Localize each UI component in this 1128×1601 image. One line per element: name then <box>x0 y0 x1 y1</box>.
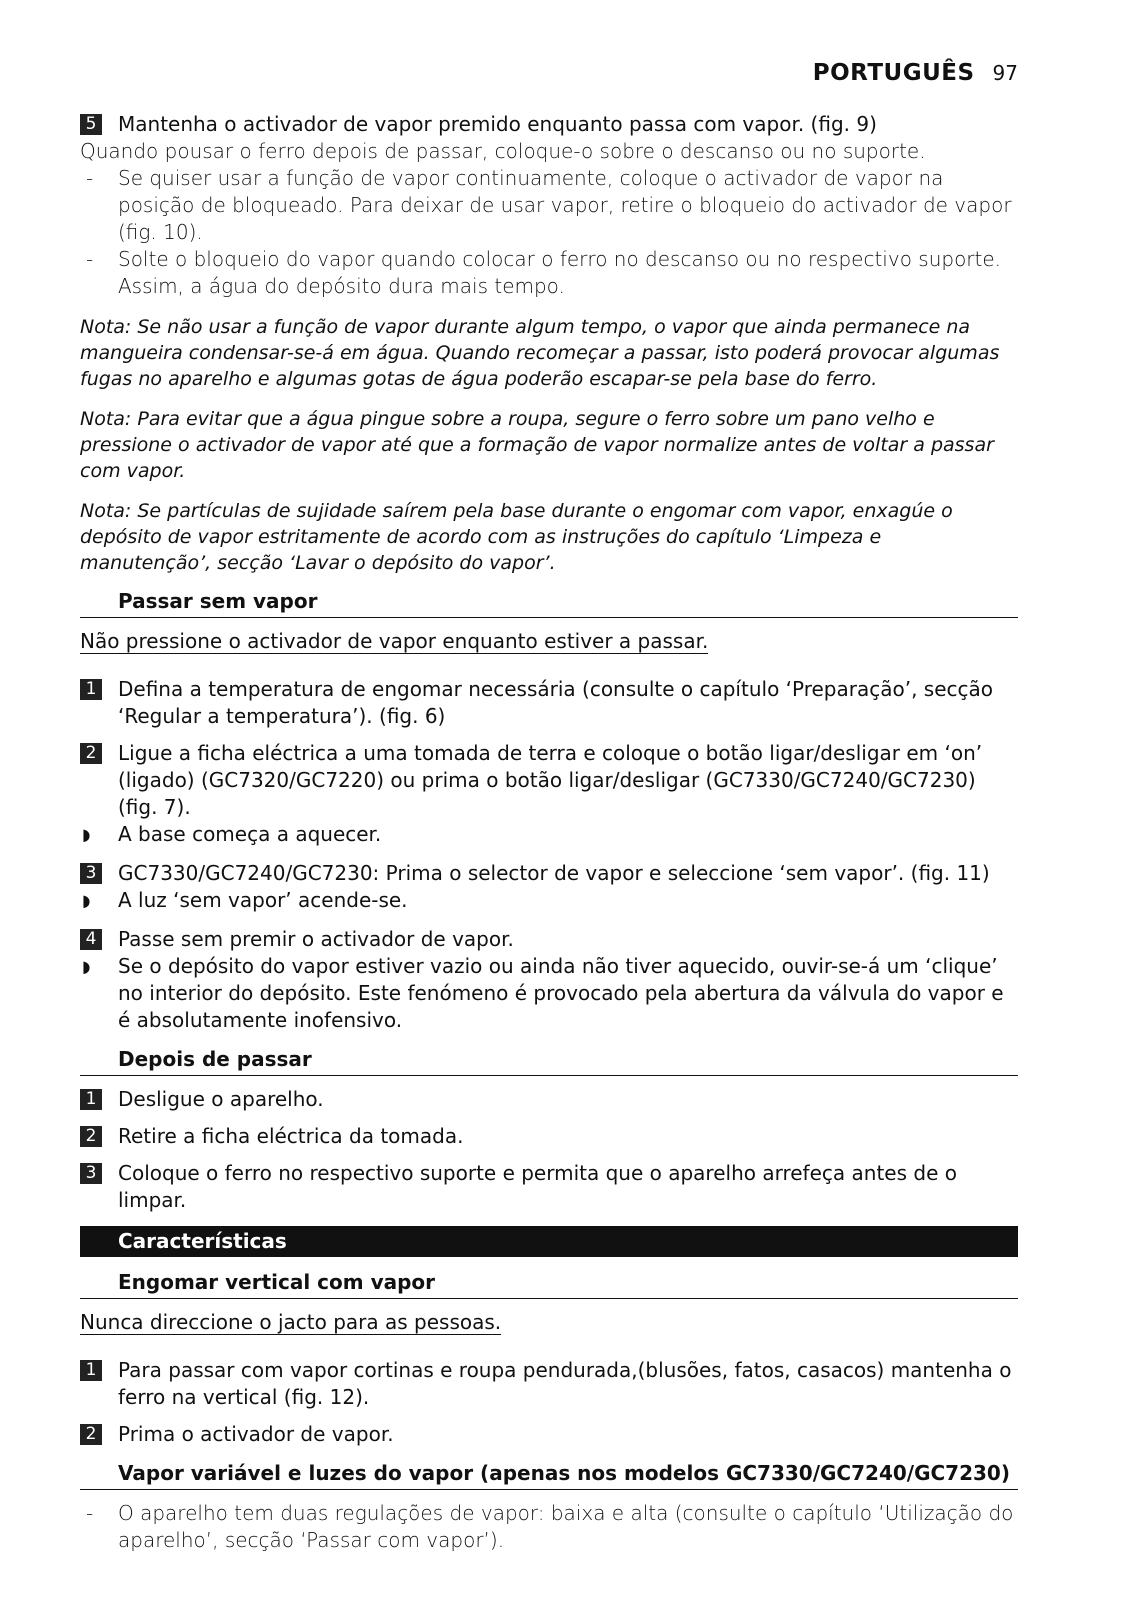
result-arrow-icon: ◗ <box>82 825 91 844</box>
step-4-group <box>80 926 1018 1034</box>
step-2 <box>80 740 1018 821</box>
step-text: Mantenha o activador de vapor premido enquanto passa com vapor. (fig. 9) <box>118 112 877 136</box>
result-text: A luz ‘sem vapor’ acende-se. <box>118 888 408 912</box>
step-text: Ligue a ficha eléctrica a uma tomada de terra e coloque o botão ligar/desligar em ‘on’ (ligado) (GC7320/GC7220) ou prima o botão ligar/desligar (GC7330/GC7240/GC7230) (fig. 7). <box>118 741 983 819</box>
section-bar-caracteristicas: Características <box>80 1226 1018 1257</box>
dash-item-text: Se quiser usar a função de vapor continuamente, coloque o activador de vapor na posição de bloqueado. Para deixar de usar vapor, retire o bloqueio do activador de vapor (fig. 10). <box>118 166 1012 244</box>
step-number-badge: 2 <box>80 743 102 764</box>
step-number-badge: 1 <box>80 1089 102 1110</box>
dash-mark: - <box>86 166 94 190</box>
step-1 <box>80 1086 1018 1113</box>
step-text: Para passar com vapor cortinas e roupa pendurada,(blusões, fatos, casacos) mantenha o ferro na vertical (fig. 12). <box>118 1358 1012 1409</box>
step-2 <box>80 1123 1018 1150</box>
note-2: Nota: Para evitar que a água pingue sobre a roupa, segure o ferro sobre um pano velho e pressione o activador de vapor até que a formação de vapor normalize antes de voltar a passar com vapor. <box>80 408 994 482</box>
dash-item-1 <box>80 165 1018 246</box>
step-number-badge: 2 <box>80 1126 102 1147</box>
section-title-depois-de-passar: Depois de passar <box>80 1046 1018 1076</box>
step-3-group <box>80 860 1018 914</box>
step-3 <box>80 860 1018 887</box>
result-item <box>80 821 1018 848</box>
result-item <box>80 887 1018 914</box>
step-number-badge: 3 <box>80 1163 102 1184</box>
note-1: Nota: Se não usar a função de vapor durante algum tempo, o vapor que ainda permanece na mangueira condensar-se-á em água. Quando recomeçar a passar, isto poderá provocar algumas fugas no aparelho e algumas gotas de água poderão escapar-se pela base do ferro. <box>80 316 1000 390</box>
step-number-badge: 1 <box>80 1360 102 1381</box>
step-2-group <box>80 740 1018 848</box>
result-arrow-icon: ◗ <box>82 891 91 910</box>
step-5 <box>80 111 1018 138</box>
note-3: Nota: Se partículas de sujidade saírem pela base durante o engomar com vapor, enxagúe o depósito de vapor estritamente de acordo com as instruções do capítulo ‘Limpeza e manutenção’, secção ‘Lavar o depósito do vapor’. <box>80 500 953 574</box>
step-text: Retire a ficha eléctrica da tomada. <box>118 1124 464 1148</box>
section-title-engomar-vertical: Engomar vertical com vapor <box>80 1269 1018 1299</box>
page-number: 97 <box>992 61 1018 85</box>
step-4 <box>80 926 1018 953</box>
section-title-vapor-variavel: Vapor variável e luzes do vapor (apenas nos modelos GC7330/GC7240/GC7230) <box>80 1460 1018 1490</box>
step-number-badge: 4 <box>80 929 102 950</box>
step-number-badge: 2 <box>80 1424 102 1445</box>
step-2 <box>80 1421 1018 1448</box>
result-arrow-icon: ◗ <box>82 957 91 976</box>
dash-item-text: Solte o bloqueio do vapor quando colocar o ferro no descanso ou no respectivo suporte. Assim, a água do depósito dura mais tempo. <box>118 247 1002 298</box>
result-item <box>80 953 1018 1034</box>
step-number-badge: 5 <box>80 114 102 135</box>
result-text: Se o depósito do vapor estiver vazio ou ainda não tiver aquecido, ouvir-se-á um ‘clique’ no interior do depósito. Este fenómeno é provocado pela abertura da válvula do vapor e é absolutamente inofensivo. <box>118 954 1004 1032</box>
step-text: Defina a temperatura de engomar necessária (consulte o capítulo ‘Preparação’, secção ‘Regular a temperatura’). (fig. 6) <box>118 677 994 728</box>
step-1 <box>80 1357 1018 1411</box>
step-text: Prima o activador de vapor. <box>118 1422 394 1446</box>
section-title-passar-sem-vapor: Passar sem vapor <box>80 588 1018 618</box>
dash-item-2 <box>80 246 1018 300</box>
dash-item-1 <box>80 1500 1018 1554</box>
page-header <box>80 60 1018 87</box>
step-number-badge: 3 <box>80 863 102 884</box>
step-number-badge: 1 <box>80 679 102 700</box>
step-text: GC7330/GC7240/GC7230: Prima o selector de vapor e seleccione ‘sem vapor’. (fig. 11) <box>118 861 990 885</box>
warning-text: Não pressione o activador de vapor enquanto estiver a passar. <box>80 629 709 653</box>
step-text: Passe sem premir o activador de vapor. <box>118 927 514 951</box>
warning-text: Nunca direccione o jacto para as pessoas. <box>80 1310 502 1334</box>
dash-mark: - <box>86 1501 94 1525</box>
step-text: Desligue o aparelho. <box>118 1087 324 1111</box>
step-1 <box>80 676 1018 730</box>
step-text: Coloque o ferro no respectivo suporte e permita que o aparelho arrefeça antes de o limpar. <box>118 1161 957 1212</box>
result-text: A base começa a aquecer. <box>118 822 382 846</box>
dash-item-text: O aparelho tem duas regulações de vapor: baixa e alta (consulte o capítulo ‘Utilização do aparelho’, secção ‘Passar com vapor’). <box>118 1501 1014 1552</box>
dash-mark: - <box>86 247 94 271</box>
step-3 <box>80 1160 1018 1214</box>
step-5-subtext: Quando pousar o ferro depois de passar, coloque-o sobre o descanso ou no suporte. <box>80 139 926 163</box>
language-label: PORTUGUÊS <box>812 60 975 86</box>
